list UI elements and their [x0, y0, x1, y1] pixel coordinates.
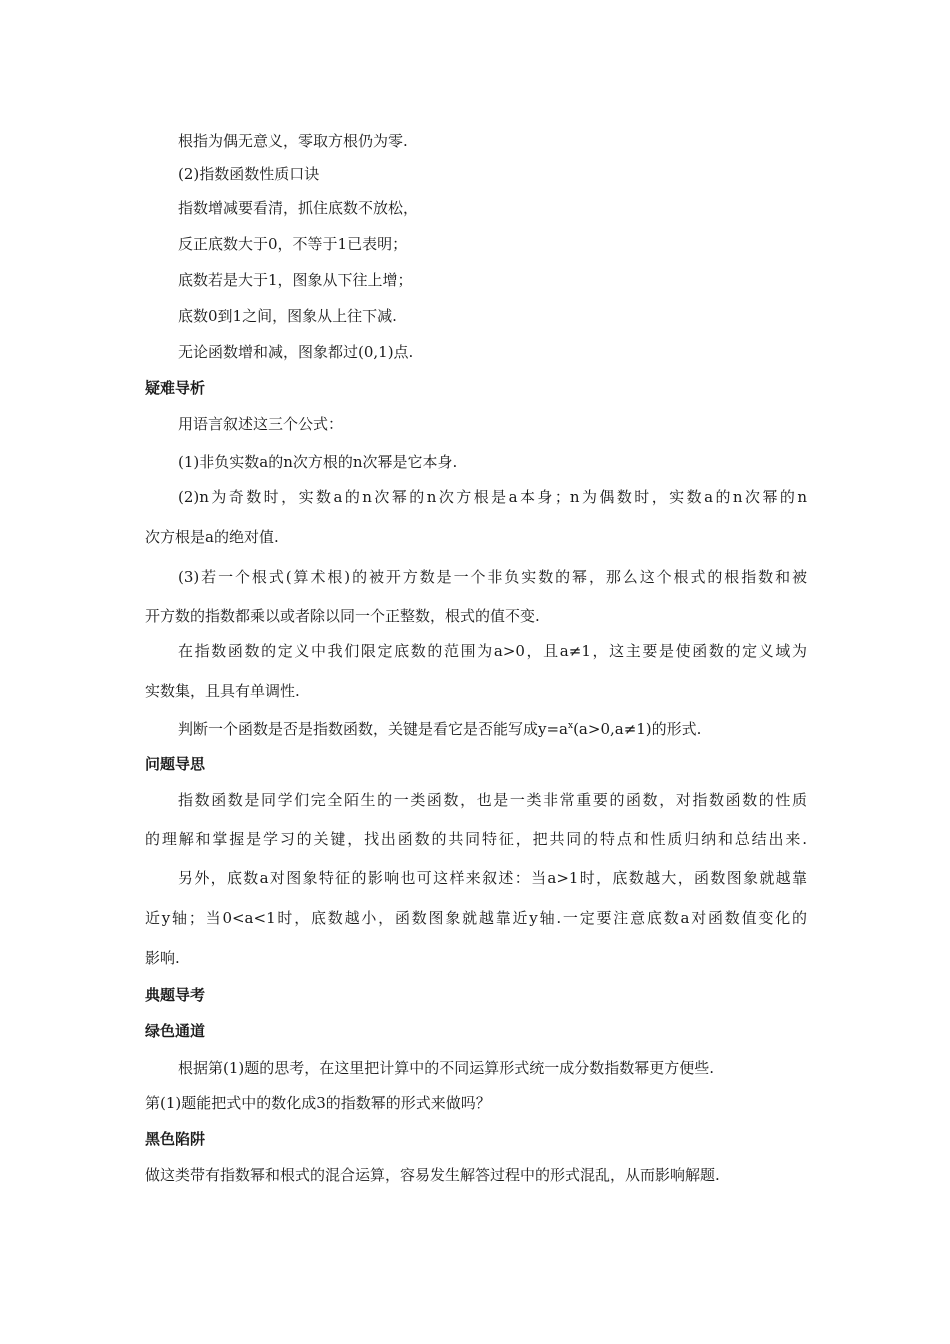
- paragraph: 近y轴；当0<a<1时，底数越小，函数图象就越靠近y轴.一定要注意底数a对函数值变化的: [145, 909, 807, 927]
- paragraph: (3)若一个根式(算术根)的被开方数是一个非负实数的幂，那么这个根式的根指数和被: [178, 568, 807, 586]
- paragraph: 指数函数是同学们完全陌生的一类函数，也是一类非常重要的函数，对指数函数的性质: [178, 791, 807, 809]
- section-heading-lvse: 绿色通道: [145, 1022, 206, 1040]
- section-heading-diantai: 典题导考: [145, 986, 206, 1004]
- verse-line-5: 底数0到1之间，图象从上往下减.: [178, 307, 397, 325]
- paragraph: 的理解和掌握是学习的关键，找出函数的共同特征，把共同的特点和性质归纳和总结出来.: [145, 830, 807, 848]
- paragraph: 次方根是a的绝对值.: [145, 528, 279, 546]
- verse-line-6: 无论函数增和减，图象都过(0,1)点.: [178, 343, 414, 361]
- paragraph: 第(1)题能把式中的数化成3的指数幂的形式来做吗？: [145, 1094, 491, 1112]
- verse-line-2: 指数增减要看清，抓住底数不放松，: [178, 199, 419, 217]
- section-heading-yinan: 疑难导析: [145, 379, 206, 397]
- paragraph: (2)n为奇数时，实数a的n次幂的n次方根是a本身；n为偶数时，实数a的n次幂的n: [178, 488, 807, 506]
- paragraph: 另外，底数a对图象特征的影响也可这样来叙述：当a>1时，底数越大，函数图象就越靠: [178, 869, 807, 887]
- verse-line-4: 底数若是大于1，图象从下往上增；: [178, 271, 413, 289]
- paragraph: 判断一个函数是否是指数函数，关键是看它是否能写成$y=a^x(a>0,a\ne 1)$的形式.: [178, 720, 702, 738]
- paragraph: 在指数函数的定义中我们限定底数的范围为a>0，且a≠1，这主要是使函数的定义域为: [178, 642, 807, 660]
- section-heading-heise: 黑色陷阱: [145, 1130, 206, 1148]
- verse-heading: (2)指数函数性质口诀: [178, 165, 320, 183]
- verse-line-1: 根指为偶无意义，零取方根仍为零.: [178, 132, 408, 150]
- paragraph: 实数集，且具有单调性.: [145, 682, 300, 700]
- verse-line-3: 反正底数大于0，不等于1已表明；: [178, 235, 408, 253]
- paragraph: 影响.: [145, 949, 180, 967]
- paragraph: 开方数的指数都乘以或者除以同一个正整数，根式的值不变.: [145, 607, 540, 625]
- paragraph: 根据第(1)题的思考，在这里把计算中的不同运算形式统一成分数指数幂更方便些.: [178, 1059, 715, 1077]
- paragraph: 用语言叙述这三个公式：: [178, 415, 344, 433]
- paragraph: (1)非负实数a的n次方根的n次幂是它本身.: [178, 453, 458, 471]
- paragraph: 做这类带有指数幂和根式的混合运算，容易发生解答过程中的形式混乱，从而影响解题.: [145, 1166, 720, 1184]
- section-heading-wenti: 问题导思: [145, 755, 206, 773]
